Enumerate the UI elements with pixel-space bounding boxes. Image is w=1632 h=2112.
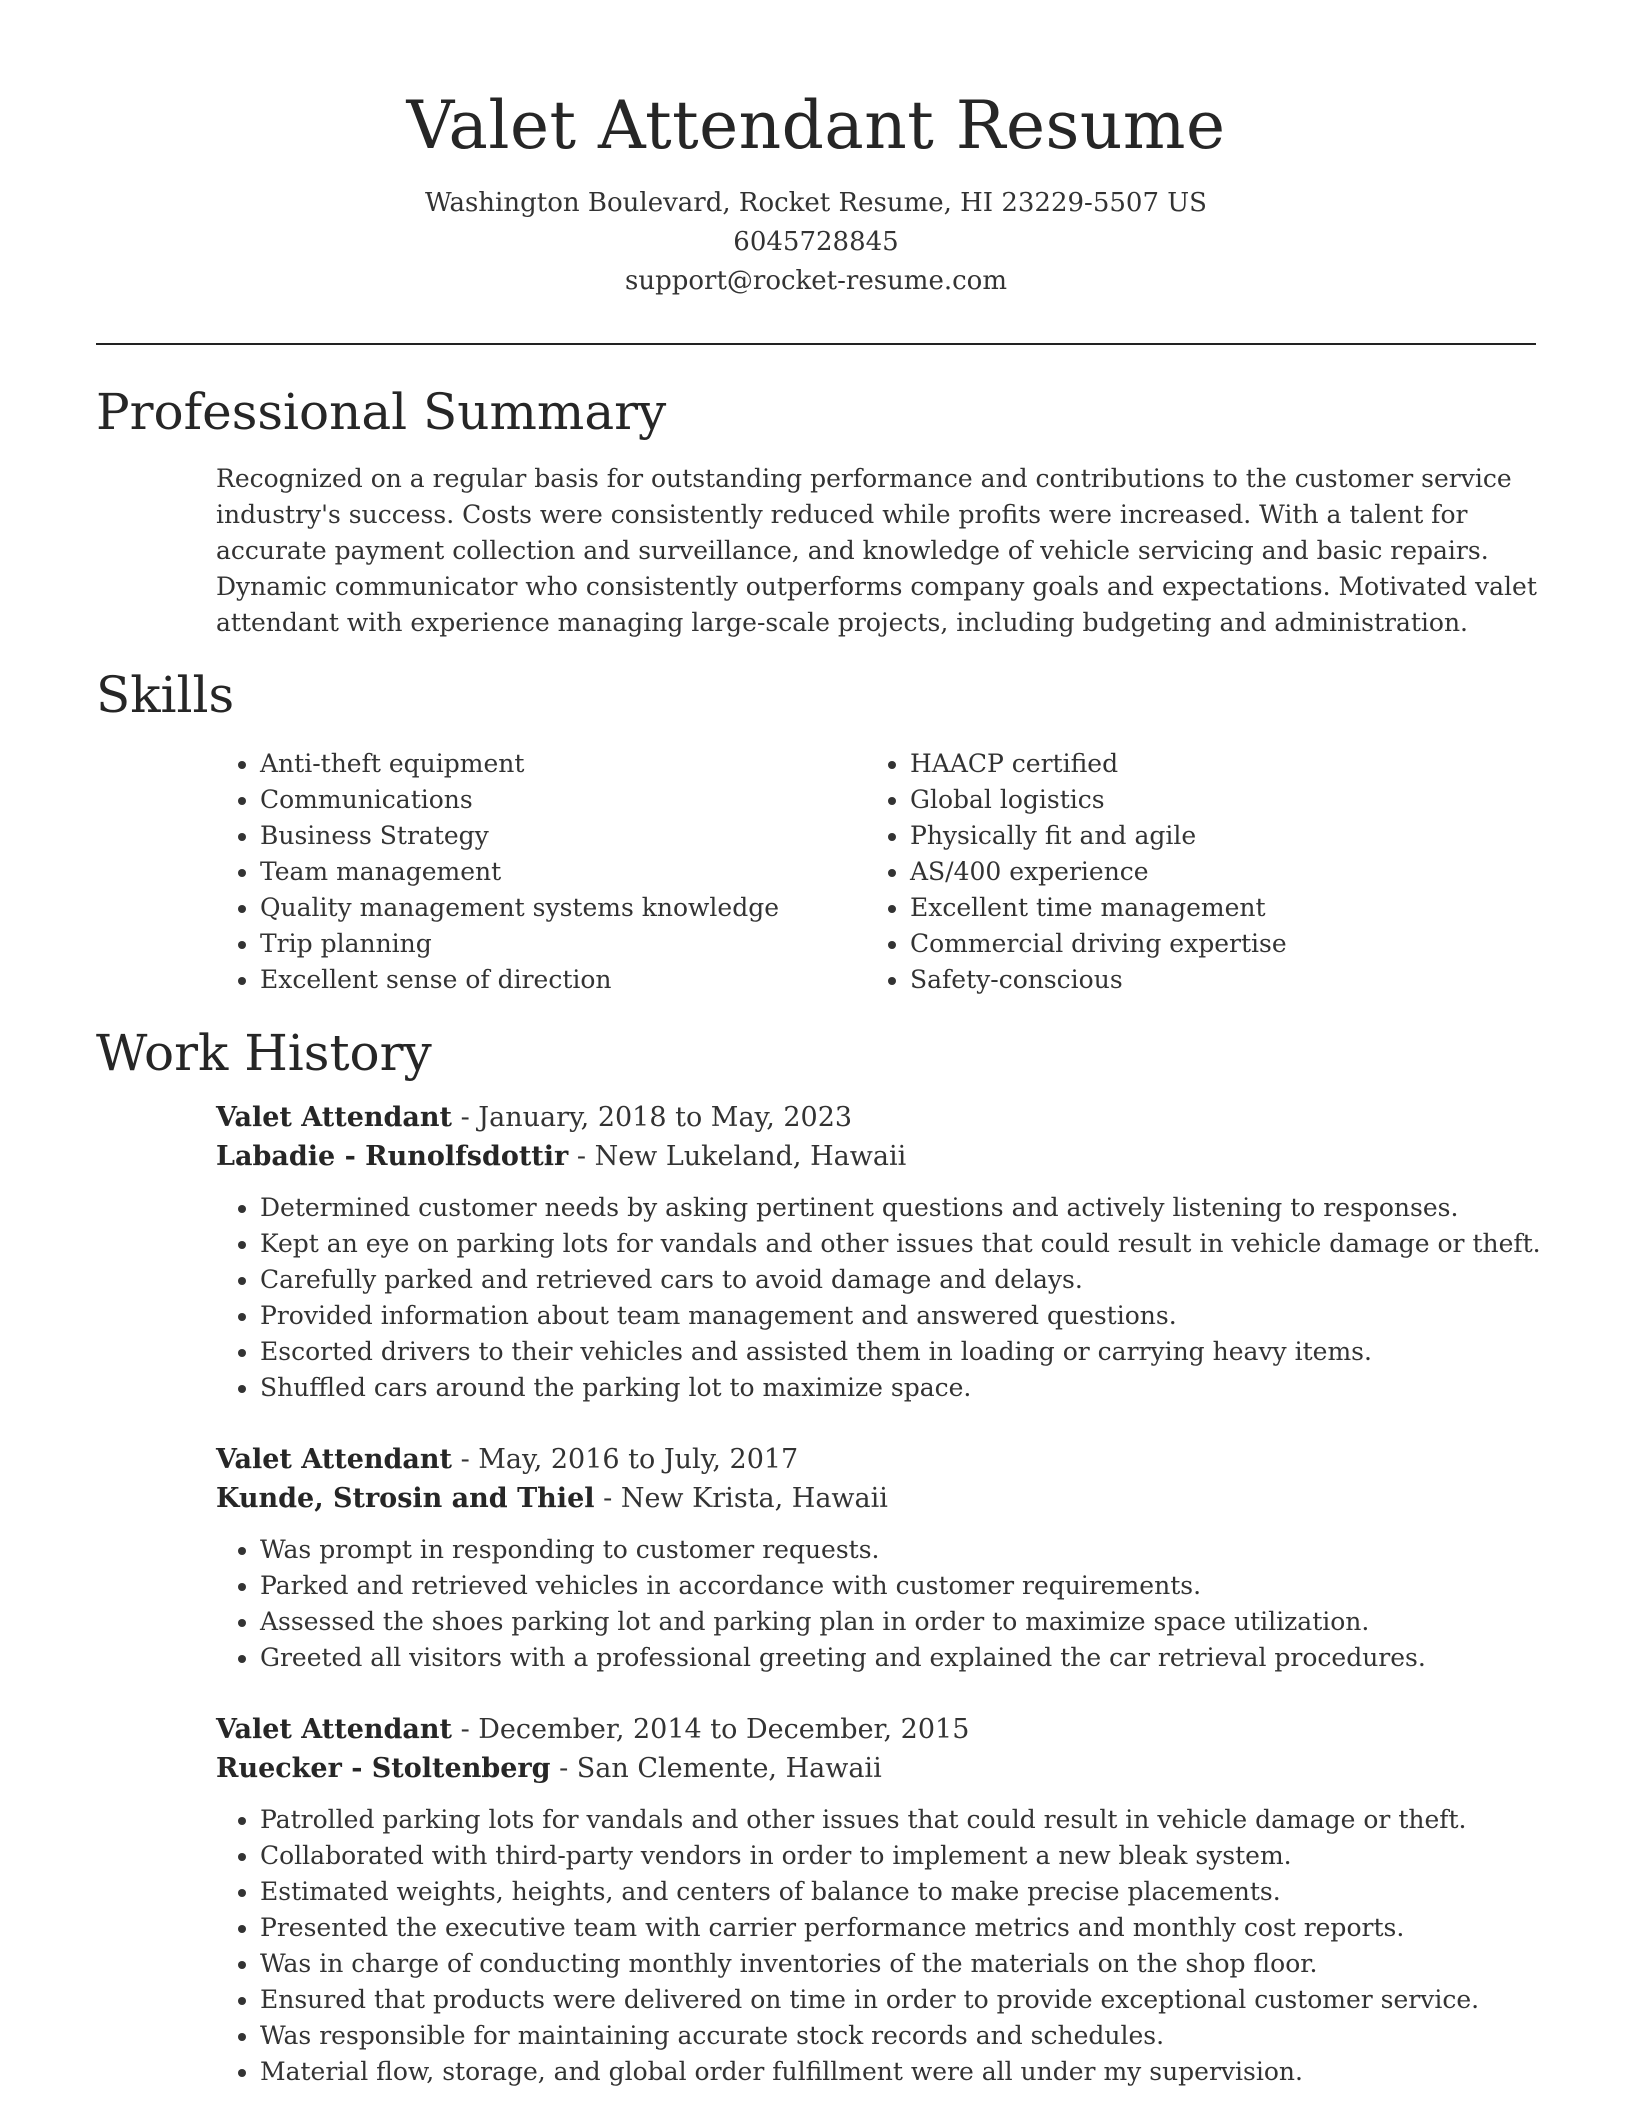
skill-item: • AS/400 experience [910,854,1550,890]
job-separator: - [451,1444,479,1475]
job-dates: May, 2016 to July, 2017 [478,1444,799,1475]
job-role: Valet Attendant [216,1714,452,1745]
contact-phone: 6045728845 [733,227,899,257]
job-duty: • Collaborated with third-party vendors in order to implement a new bleak system. [260,1838,1546,1874]
header-divider [96,343,1536,345]
job-role: Valet Attendant [216,1102,452,1133]
resume-header [0,82,1632,301]
job-separator: - [550,1753,577,1784]
job-location: New Lukeland, Hawaii [594,1141,907,1172]
job-duty: • Assessed the shoes parking lot and parking plan in order to maximize space utilization. [260,1604,1546,1640]
skill-item: • Team management [260,854,860,890]
skill-item: • Quality management systems knowledge [260,890,860,926]
job-duty: • Parked and retrieved vehicles in accordance with customer requirements. [260,1568,1546,1604]
skill-item: • Business Strategy [260,818,860,854]
skills-column-right [866,746,1550,998]
job-duty: • Shuffled cars around the parking lot to maximize space. [260,1370,1546,1406]
contact-email: support@rocket-resume.com [624,266,1007,296]
job-separator: - [594,1483,621,1514]
job-duty: • Material flow, storage, and global order fulfillment were all under my supervision. [260,2054,1546,2090]
job-title-line [216,1440,1546,1479]
job-employer-line [216,1137,1546,1176]
job-separator: - [568,1141,595,1172]
job-dates: January, 2018 to May, 2023 [478,1102,853,1133]
job-entry [216,1710,1546,2090]
skill-item: • Anti-theft equipment [260,746,860,782]
job-company: Labadie - Runolfsdottir [216,1141,569,1172]
job-duty: • Kept an eye on parking lots for vandals and other issues that could result in vehicle damage or theft. [260,1226,1546,1262]
job-duty: • Greeted all visitors with a professional greeting and explained the car retrieval procedures. [260,1640,1546,1676]
skill-item: • HAACP certified [910,746,1550,782]
job-separator: - [451,1102,479,1133]
skill-item: • Communications [260,782,860,818]
skill-item: • Physically fit and agile [910,818,1550,854]
job-entry [216,1440,1546,1676]
job-duty: • Ensured that products were delivered on time in order to provide exceptional customer service. [260,1982,1546,2018]
contact-info [0,184,1632,301]
job-location: New Krista, Hawaii [620,1483,888,1514]
job-duties [216,1190,1546,1406]
job-company: Kunde, Strosin and Thiel [216,1483,595,1514]
job-company: Ruecker - Stoltenberg [216,1753,551,1784]
job-duty: • Patrolled parking lots for vandals and other issues that could result in vehicle damage or theft. [260,1802,1546,1838]
job-entry [216,1098,1546,1406]
contact-address: Washington Boulevard, Rocket Resume, HI 23229-5507 US [425,188,1207,218]
job-duty: • Carefully parked and retrieved cars to avoid damage and delays. [260,1262,1546,1298]
job-location: San Clemente, Hawaii [576,1753,882,1784]
job-title-line [216,1710,1546,1749]
job-duty: • Was prompt in responding to customer requests. [260,1532,1546,1568]
job-duty: • Was in charge of conducting monthly inventories of the materials on the shop floor. [260,1946,1546,1982]
job-duties [216,1802,1546,2090]
section-title-work-history: Work History [96,1024,432,1082]
job-duty: • Provided information about team management and answered questions. [260,1298,1546,1334]
skill-item: • Trip planning [260,926,860,962]
job-duties [216,1532,1546,1676]
job-employer-line [216,1749,1546,1788]
job-duty: • Was responsible for maintaining accurate stock records and schedules. [260,2018,1546,2054]
summary-text: Recognized on a regular basis for outstanding performance and contributions to the customer service industry's success. Costs were consistently reduced while profits were increased. With a talent for accurate payment collection and surveillance, and knowledge of vehicle servicing and basic repairs. Dynamic communicator who consistently outperforms company goals and expectations. Motivated valet attendant with experience managing large-scale projects, including budgeting and administration. [216,464,1537,637]
job-separator: - [451,1714,479,1745]
skill-item: • Global logistics [910,782,1550,818]
job-title-line [216,1098,1546,1137]
job-employer-line [216,1479,1546,1518]
skill-item: • Excellent time management [910,890,1550,926]
job-dates: December, 2014 to December, 2015 [478,1714,970,1745]
candidate-name: Valet Attendant Resume [406,87,1226,164]
job-role: Valet Attendant [216,1444,452,1475]
skill-item: • Safety-conscious [910,962,1550,998]
skills-column-left [216,746,860,998]
section-title-skills: Skills [96,666,235,724]
job-duty: • Determined customer needs by asking pertinent questions and actively listening to responses. [260,1190,1546,1226]
job-duty: • Escorted drivers to their vehicles and assisted them in loading or carrying heavy items. [260,1334,1546,1370]
skill-item: • Commercial driving expertise [910,926,1550,962]
job-duty: • Estimated weights, heights, and centers of balance to make precise placements. [260,1874,1546,1910]
skill-item: • Excellent sense of direction [260,962,860,998]
job-duty: • Presented the executive team with carrier performance metrics and monthly cost reports. [260,1910,1546,1946]
section-title-summary: Professional Summary [96,383,667,441]
